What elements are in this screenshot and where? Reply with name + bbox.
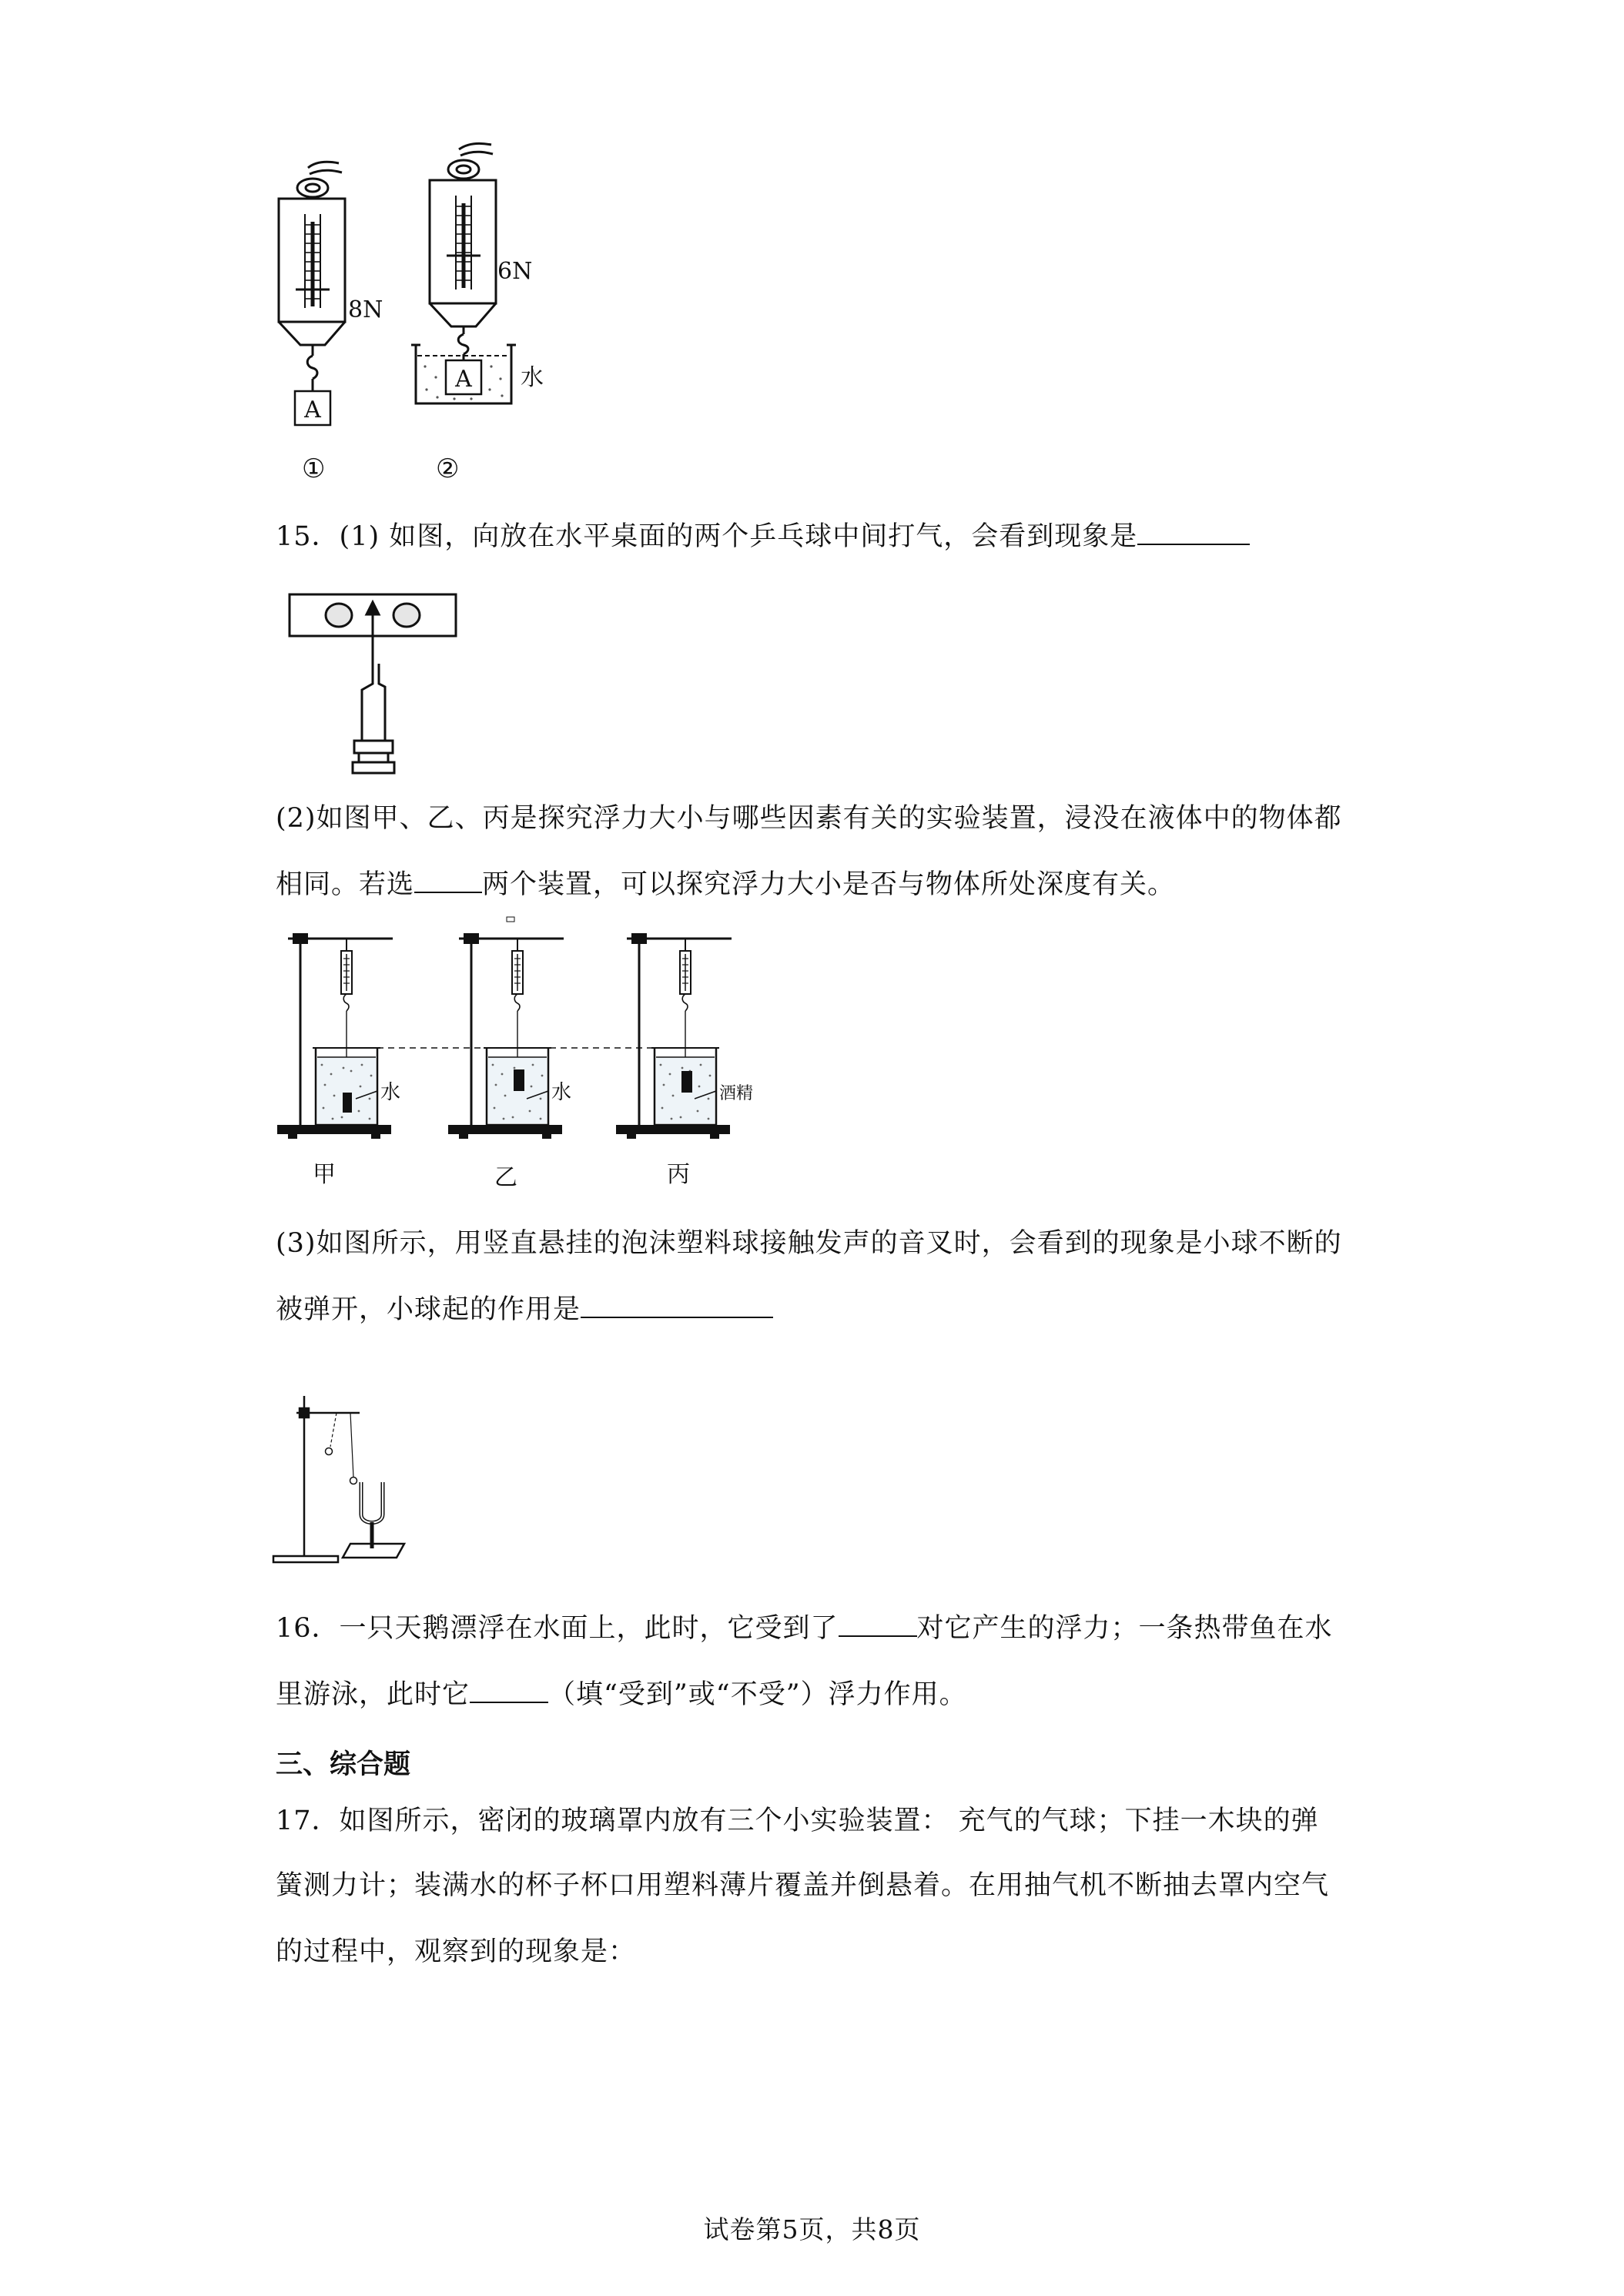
q15-part1 [276,520,1250,553]
spring-scales-figure [262,154,570,493]
q15-part3-line2-text: 被弹开，小球起的作用是 [276,1294,581,1325]
q16-line1 [276,1612,1333,1645]
caption-bing: 丙 [667,1161,690,1188]
scale-reading-2: 6N [497,258,533,285]
ping-pong-ball-right [393,604,420,627]
answer-blank-q16-1[interactable] [839,1612,917,1637]
ping-pong-ball-left [326,604,352,627]
liquid-label-water: 水 [521,364,544,391]
q17-line1-text: 17．如图所示，密闭的玻璃罩内放有三个小实验装置： 充气的气球；下挂一木块的弹 [276,1806,1319,1836]
q15-part1-text: 15．(1) 如图，向放在水平桌面的两个乒乓球中间打气，会看到现象是 [276,521,1138,552]
liquid-label-yi: 水 [551,1081,572,1104]
apparatus-yi [448,933,564,1139]
q15-part2-line2-after: 两个装置，可以探究浮力大小是否与物体所处深度有关。 [482,869,1176,900]
section-heading: 三、综合题 [276,1749,411,1780]
q17-line2 [276,1869,1329,1902]
apparatus-bing [616,933,732,1139]
caption-1: ① [302,454,326,484]
q15-part2-line2 [276,869,1175,901]
answer-blank-q15-3[interactable] [581,1294,773,1318]
scale-reading-1: 8N [348,296,383,323]
answer-blank-q16-2[interactable] [470,1678,548,1703]
liquid-label-jia: 水 [380,1081,401,1104]
block-label-1: A [304,397,321,423]
block-label-2: A [455,366,472,393]
caption-jia: 甲 [313,1161,336,1188]
q15-part2-line1-text: (2)如图甲、乙、丙是探究浮力大小与哪些因素有关的实验装置，浸没在液体中的物体都 [276,803,1342,834]
q15-part3-line1 [276,1227,1342,1260]
apparatus-jia [277,933,393,1139]
liquid-label-bing: 酒精 [719,1084,754,1103]
q15-part2-line2-before: 相同。若选 [276,869,415,900]
q17-line3-text: 的过程中，观察到的现象是： [276,1936,637,1967]
q15-part2-line1 [276,802,1342,835]
q16-line2-after: （填“受到”或“不受”）浮力作用。 [548,1679,967,1710]
tuning-fork-figure [273,1390,443,1567]
q15-part3-line1-text: (3)如图所示，用竖直悬挂的泡沫塑料球接触发声的音叉时，会看到的现象是小球不断的 [276,1228,1342,1259]
buoyancy-apparatus-figure [277,920,832,1197]
stand-base [273,1556,338,1562]
caption-2: ② [436,454,460,484]
answer-blank-q15-2[interactable] [414,869,482,893]
ping-pong-figure [290,594,474,779]
q16-line1-before: 16．一只天鹅漂浮在水面上，此时，它受到了 [276,1613,839,1644]
foam-ball [350,1478,357,1484]
q17-line1 [276,1805,1319,1837]
suspension-thread [350,1413,353,1478]
caption-yi: 乙 [494,1164,517,1191]
q16-line2 [276,1678,967,1711]
answer-blank-q15-1[interactable] [1137,520,1250,545]
q16-line1-after: 对它产生的浮力；一条热带鱼在水 [916,1613,1333,1644]
q17-line2-text: 簧测力计；装满水的杯子杯口用塑料薄片覆盖并倒悬着。在用抽气机不断抽去罩内空气 [276,1870,1330,1901]
q16-line2-before: 里游泳，此时它 [276,1679,470,1710]
tuning-fork [361,1482,383,1523]
spring-scale-1 [279,162,345,425]
q17-line3 [276,1936,636,1968]
pump [362,664,385,741]
q15-part3-line2 [276,1294,773,1326]
page-footer: 试卷第5页，共8页 [703,2214,921,2244]
